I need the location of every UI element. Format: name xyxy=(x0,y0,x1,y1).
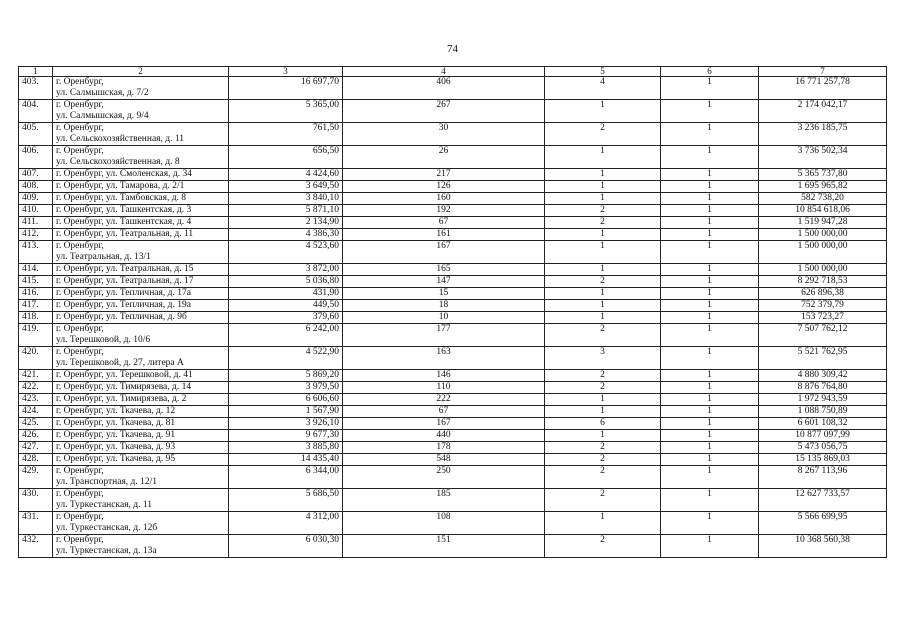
area-cell: 6 242,00 xyxy=(229,324,343,347)
count-cell: 167 xyxy=(343,241,545,264)
row-number-cell: 408. xyxy=(19,181,53,193)
row-number-cell: 406. xyxy=(19,146,53,169)
col6-cell: 1 xyxy=(661,264,759,276)
address-cell xyxy=(53,454,229,466)
area-cell: 3 926,10 xyxy=(229,418,343,430)
amount-cell: 1 088 750,89 xyxy=(759,406,887,418)
header-row xyxy=(19,67,887,77)
table-body xyxy=(19,67,887,558)
address-line: ул. Туркестанская, д. 13а xyxy=(56,546,157,556)
table-row xyxy=(19,276,887,288)
count-cell: 108 xyxy=(343,512,545,535)
header-cell: 5 xyxy=(545,67,661,77)
count-cell: 192 xyxy=(343,205,545,217)
address-line: г. Оренбург, xyxy=(56,77,104,87)
row-number-cell: 405. xyxy=(19,123,53,146)
row-number-cell: 429. xyxy=(19,466,53,489)
address-line: г. Оренбург, ул. Смоленская, д. 34 xyxy=(56,169,192,179)
address-cell xyxy=(53,169,229,181)
table-row xyxy=(19,406,887,418)
header-cell: 1 xyxy=(19,67,53,77)
area-cell: 761,50 xyxy=(229,123,343,146)
address-cell xyxy=(53,276,229,288)
count-cell: 146 xyxy=(343,370,545,382)
amount-cell: 5 473 056,75 xyxy=(759,442,887,454)
address-cell xyxy=(53,181,229,193)
col6-cell: 1 xyxy=(661,169,759,181)
area-cell: 14 435,40 xyxy=(229,454,343,466)
col6-cell: 1 xyxy=(661,146,759,169)
amount-cell: 8 267 113,96 xyxy=(759,466,887,489)
address-cell xyxy=(53,466,229,489)
address-line: г. Оренбург, xyxy=(56,489,104,499)
row-number-cell: 419. xyxy=(19,324,53,347)
col6-cell: 1 xyxy=(661,535,759,558)
area-cell: 16 697,70 xyxy=(229,77,343,100)
count-cell: 126 xyxy=(343,181,545,193)
amount-cell: 626 896,38 xyxy=(759,288,887,300)
address-cell xyxy=(53,430,229,442)
address-line: ул. Театральная, д. 13/1 xyxy=(56,252,151,262)
area-cell: 4 522,90 xyxy=(229,347,343,370)
amount-cell: 752 379,79 xyxy=(759,300,887,312)
table-row xyxy=(19,77,887,100)
address-line: г. Оренбург, ул. Тамарова, д. 2/1 xyxy=(56,181,185,191)
amount-cell: 15 135 869,03 xyxy=(759,454,887,466)
table-row xyxy=(19,324,887,347)
address-cell xyxy=(53,77,229,100)
row-number-cell: 426. xyxy=(19,430,53,442)
header-cell: 6 xyxy=(661,67,759,77)
amount-cell: 5 365 737,80 xyxy=(759,169,887,181)
area-cell: 656,50 xyxy=(229,146,343,169)
address-cell xyxy=(53,217,229,229)
address-line: ул. Туркестанская, д. 11 xyxy=(56,500,153,510)
row-number-cell: 424. xyxy=(19,406,53,418)
col5-cell: 2 xyxy=(545,489,661,512)
address-line: г. Оренбург, xyxy=(56,324,104,334)
table-row xyxy=(19,430,887,442)
address-cell xyxy=(53,489,229,512)
area-cell: 5 871,10 xyxy=(229,205,343,217)
amount-cell: 4 880 309,42 xyxy=(759,370,887,382)
row-number-cell: 423. xyxy=(19,394,53,406)
amount-cell: 5 566 699,95 xyxy=(759,512,887,535)
address-cell xyxy=(53,264,229,276)
col5-cell: 2 xyxy=(545,466,661,489)
amount-cell: 5 521 762,95 xyxy=(759,347,887,370)
address-cell xyxy=(53,205,229,217)
area-cell: 3 979,50 xyxy=(229,382,343,394)
col5-cell: 2 xyxy=(545,324,661,347)
col5-cell: 1 xyxy=(545,512,661,535)
col6-cell: 1 xyxy=(661,77,759,100)
amount-cell: 582 738,20 xyxy=(759,193,887,205)
area-cell: 4 424,60 xyxy=(229,169,343,181)
area-cell: 5 869,20 xyxy=(229,370,343,382)
col6-cell: 1 xyxy=(661,181,759,193)
col6-cell: 1 xyxy=(661,193,759,205)
area-cell: 4 312,00 xyxy=(229,512,343,535)
address-cell xyxy=(53,347,229,370)
col5-cell: 1 xyxy=(545,288,661,300)
area-cell: 6 030,30 xyxy=(229,535,343,558)
address-cell xyxy=(53,442,229,454)
address-line: г. Оренбург, ул. Театральная, д. 11 xyxy=(56,229,194,239)
table-row xyxy=(19,347,887,370)
address-cell xyxy=(53,394,229,406)
row-number-cell: 431. xyxy=(19,512,53,535)
col5-cell: 1 xyxy=(545,146,661,169)
col5-cell: 2 xyxy=(545,370,661,382)
table-row xyxy=(19,288,887,300)
address-line: ул. Сельскохозяйственная, д. 8 xyxy=(56,157,180,167)
count-cell: 167 xyxy=(343,418,545,430)
address-line: г. Оренбург, ул. Тепличная, д. 19а xyxy=(56,300,191,310)
address-line: ул. Салмышская, д. 7/2 xyxy=(56,88,149,98)
address-cell xyxy=(53,512,229,535)
count-cell: 163 xyxy=(343,347,545,370)
col5-cell: 2 xyxy=(545,535,661,558)
address-line: г. Оренбург, ул. Тимирязева, д. 2 xyxy=(56,394,187,404)
col6-cell: 1 xyxy=(661,217,759,229)
area-cell: 2 134,90 xyxy=(229,217,343,229)
amount-cell: 1 500 000,00 xyxy=(759,264,887,276)
col6-cell: 1 xyxy=(661,324,759,347)
table-row xyxy=(19,454,887,466)
count-cell: 250 xyxy=(343,466,545,489)
col6-cell: 1 xyxy=(661,382,759,394)
table-row xyxy=(19,100,887,123)
row-number-cell: 432. xyxy=(19,535,53,558)
count-cell: 267 xyxy=(343,100,545,123)
count-cell: 67 xyxy=(343,406,545,418)
address-cell xyxy=(53,193,229,205)
col5-cell: 1 xyxy=(545,394,661,406)
count-cell: 26 xyxy=(343,146,545,169)
count-cell: 440 xyxy=(343,430,545,442)
row-number-cell: 410. xyxy=(19,205,53,217)
col6-cell: 1 xyxy=(661,276,759,288)
table-row xyxy=(19,229,887,241)
address-line: г. Оренбург, xyxy=(56,241,104,251)
address-line: г. Оренбург, ул. Тепличная, д. 17а xyxy=(56,288,191,298)
col5-cell: 2 xyxy=(545,454,661,466)
count-cell: 177 xyxy=(343,324,545,347)
amount-cell: 8 292 718,53 xyxy=(759,276,887,288)
address-line: г. Оренбург, xyxy=(56,466,104,476)
address-cell xyxy=(53,312,229,324)
area-cell: 3 840,10 xyxy=(229,193,343,205)
col5-cell: 2 xyxy=(545,382,661,394)
area-cell: 9 677,30 xyxy=(229,430,343,442)
amount-cell: 153 723,27 xyxy=(759,312,887,324)
col5-cell: 2 xyxy=(545,217,661,229)
col5-cell: 2 xyxy=(545,123,661,146)
row-number-cell: 413. xyxy=(19,241,53,264)
table-row xyxy=(19,169,887,181)
address-cell xyxy=(53,418,229,430)
address-cell xyxy=(53,241,229,264)
col6-cell: 1 xyxy=(661,406,759,418)
count-cell: 185 xyxy=(343,489,545,512)
address-line: ул. Терешковой, д. 27, литера А xyxy=(56,358,184,368)
col5-cell: 2 xyxy=(545,205,661,217)
area-cell: 1 567,90 xyxy=(229,406,343,418)
amount-cell: 10 854 618,06 xyxy=(759,205,887,217)
area-cell: 431,90 xyxy=(229,288,343,300)
row-number-cell: 416. xyxy=(19,288,53,300)
count-cell: 147 xyxy=(343,276,545,288)
amount-cell: 7 507 762,12 xyxy=(759,324,887,347)
address-line: г. Оренбург, xyxy=(56,123,104,133)
row-number-cell: 404. xyxy=(19,100,53,123)
address-line: г. Оренбург, ул. Тепличная, д. 9б xyxy=(56,312,187,322)
col5-cell: 1 xyxy=(545,241,661,264)
address-line: ул. Туркестанская, д. 12б xyxy=(56,523,158,533)
area-cell: 5 365,00 xyxy=(229,100,343,123)
col6-cell: 1 xyxy=(661,100,759,123)
amount-cell: 6 601 108,32 xyxy=(759,418,887,430)
table-row xyxy=(19,442,887,454)
amount-cell: 8 876 764,80 xyxy=(759,382,887,394)
area-cell: 3 885,80 xyxy=(229,442,343,454)
count-cell: 110 xyxy=(343,382,545,394)
col5-cell: 1 xyxy=(545,100,661,123)
row-number-cell: 411. xyxy=(19,217,53,229)
header-cell: 7 xyxy=(759,67,887,77)
col6-cell: 1 xyxy=(661,241,759,264)
table-row xyxy=(19,217,887,229)
table-row xyxy=(19,264,887,276)
table-row xyxy=(19,370,887,382)
col5-cell: 1 xyxy=(545,169,661,181)
row-number-cell: 412. xyxy=(19,229,53,241)
col6-cell: 1 xyxy=(661,394,759,406)
row-number-cell: 421. xyxy=(19,370,53,382)
count-cell: 30 xyxy=(343,123,545,146)
count-cell: 67 xyxy=(343,217,545,229)
amount-cell: 1 972 943,59 xyxy=(759,394,887,406)
col6-cell: 1 xyxy=(661,312,759,324)
area-cell: 449,50 xyxy=(229,300,343,312)
address-cell xyxy=(53,146,229,169)
table-row xyxy=(19,193,887,205)
count-cell: 548 xyxy=(343,454,545,466)
address-cell xyxy=(53,370,229,382)
col6-cell: 1 xyxy=(661,205,759,217)
col5-cell: 2 xyxy=(545,442,661,454)
table-row xyxy=(19,512,887,535)
col6-cell: 1 xyxy=(661,123,759,146)
table-row xyxy=(19,241,887,264)
address-line: г. Оренбург, xyxy=(56,146,104,156)
row-number-cell: 403. xyxy=(19,77,53,100)
address-line: г. Оренбург, ул. Ташкентская, д. 3 xyxy=(56,205,192,215)
col5-cell: 4 xyxy=(545,77,661,100)
col5-cell: 6 xyxy=(545,418,661,430)
address-cell xyxy=(53,100,229,123)
count-cell: 165 xyxy=(343,264,545,276)
col6-cell: 1 xyxy=(661,512,759,535)
col6-cell: 1 xyxy=(661,454,759,466)
col5-cell: 3 xyxy=(545,347,661,370)
col6-cell: 1 xyxy=(661,288,759,300)
count-cell: 217 xyxy=(343,169,545,181)
area-cell: 5 036,80 xyxy=(229,276,343,288)
count-cell: 160 xyxy=(343,193,545,205)
address-line: г. Оренбург, xyxy=(56,347,104,357)
area-cell: 3 649,50 xyxy=(229,181,343,193)
count-cell: 178 xyxy=(343,442,545,454)
table-row xyxy=(19,382,887,394)
row-number-cell: 418. xyxy=(19,312,53,324)
count-cell: 151 xyxy=(343,535,545,558)
table-row xyxy=(19,312,887,324)
address-line: г. Оренбург, ул. Терешковой, д. 41 xyxy=(56,370,193,380)
address-cell xyxy=(53,229,229,241)
address-line: ул. Транспортная, д. 12/1 xyxy=(56,477,158,487)
amount-cell: 2 174 042,17 xyxy=(759,100,887,123)
address-cell xyxy=(53,406,229,418)
count-cell: 18 xyxy=(343,300,545,312)
address-line: г. Оренбург, ул. Ткачева, д. 95 xyxy=(56,454,176,464)
amount-cell: 10 877 097,99 xyxy=(759,430,887,442)
address-line: г. Оренбург, xyxy=(56,100,104,110)
address-cell xyxy=(53,382,229,394)
row-number-cell: 415. xyxy=(19,276,53,288)
col6-cell: 1 xyxy=(661,442,759,454)
count-cell: 406 xyxy=(343,77,545,100)
table-row xyxy=(19,489,887,512)
table-row xyxy=(19,394,887,406)
amount-cell: 1 500 000,00 xyxy=(759,229,887,241)
address-line: г. Оренбург, ул. Театральная, д. 15 xyxy=(56,264,194,274)
col6-cell: 1 xyxy=(661,489,759,512)
col5-cell: 1 xyxy=(545,229,661,241)
address-cell xyxy=(53,123,229,146)
col5-cell: 1 xyxy=(545,430,661,442)
row-number-cell: 427. xyxy=(19,442,53,454)
amount-cell: 3 236 185,75 xyxy=(759,123,887,146)
row-number-cell: 414. xyxy=(19,264,53,276)
address-line: г. Оренбург, ул. Тамбовская, д. 8 xyxy=(56,193,187,203)
row-number-cell: 417. xyxy=(19,300,53,312)
header-cell: 3 xyxy=(229,67,343,77)
table-row xyxy=(19,181,887,193)
area-cell: 6 344,00 xyxy=(229,466,343,489)
address-line: г. Оренбург, xyxy=(56,512,104,522)
row-number-cell: 428. xyxy=(19,454,53,466)
table-row xyxy=(19,300,887,312)
row-number-cell: 430. xyxy=(19,489,53,512)
area-cell: 6 606,60 xyxy=(229,394,343,406)
address-line: г. Оренбург, ул. Тимирязева, д. 14 xyxy=(56,382,192,392)
address-line: г. Оренбург, xyxy=(56,535,104,545)
col5-cell: 1 xyxy=(545,300,661,312)
area-cell: 5 686,50 xyxy=(229,489,343,512)
address-line: ул. Сельскохозяйственная, д. 11 xyxy=(56,134,185,144)
address-line: г. Оренбург, ул. Театральная, д. 17 xyxy=(56,276,194,286)
table-row xyxy=(19,418,887,430)
row-number-cell: 425. xyxy=(19,418,53,430)
col5-cell: 1 xyxy=(545,312,661,324)
address-cell xyxy=(53,288,229,300)
amount-cell: 1 519 947,28 xyxy=(759,217,887,229)
amount-cell: 10 368 560,38 xyxy=(759,535,887,558)
address-line: г. Оренбург, ул. Ташкентская, д. 4 xyxy=(56,217,192,227)
amount-cell: 1 695 965,82 xyxy=(759,181,887,193)
col5-cell: 1 xyxy=(545,406,661,418)
area-cell: 4 386,30 xyxy=(229,229,343,241)
count-cell: 15 xyxy=(343,288,545,300)
count-cell: 161 xyxy=(343,229,545,241)
col6-cell: 1 xyxy=(661,466,759,489)
row-number-cell: 407. xyxy=(19,169,53,181)
col6-cell: 1 xyxy=(661,430,759,442)
amount-cell: 3 736 502,34 xyxy=(759,146,887,169)
table-row xyxy=(19,205,887,217)
area-cell: 379,60 xyxy=(229,312,343,324)
table-row xyxy=(19,466,887,489)
col5-cell: 1 xyxy=(545,193,661,205)
count-cell: 10 xyxy=(343,312,545,324)
col5-cell: 2 xyxy=(545,276,661,288)
amount-cell: 1 500 000,00 xyxy=(759,241,887,264)
col6-cell: 1 xyxy=(661,370,759,382)
address-cell xyxy=(53,535,229,558)
row-number-cell: 409. xyxy=(19,193,53,205)
address-line: г. Оренбург, ул. Ткачева, д. 81 xyxy=(56,418,176,428)
row-number-cell: 420. xyxy=(19,347,53,370)
col5-cell: 1 xyxy=(545,264,661,276)
address-cell xyxy=(53,300,229,312)
amount-cell: 12 627 733,57 xyxy=(759,489,887,512)
area-cell: 4 523,60 xyxy=(229,241,343,264)
row-number-cell: 422. xyxy=(19,382,53,394)
col6-cell: 1 xyxy=(661,229,759,241)
table-row xyxy=(19,535,887,558)
col6-cell: 1 xyxy=(661,418,759,430)
address-line: ул. Терешковой, д. 10/6 xyxy=(56,335,151,345)
address-line: г. Оренбург, ул. Ткачева, д. 91 xyxy=(56,430,176,440)
table-row xyxy=(19,146,887,169)
col6-cell: 1 xyxy=(661,347,759,370)
col5-cell: 1 xyxy=(545,181,661,193)
col6-cell: 1 xyxy=(661,300,759,312)
address-line: г. Оренбург, ул. Ткачева, д. 12 xyxy=(56,406,176,416)
header-cell: 4 xyxy=(343,67,545,77)
area-cell: 3 872,00 xyxy=(229,264,343,276)
page-number: 74 xyxy=(447,43,458,55)
address-line: ул. Салмышская, д. 9/4 xyxy=(56,111,149,121)
count-cell: 222 xyxy=(343,394,545,406)
amount-cell: 16 771 257,78 xyxy=(759,77,887,100)
address-cell xyxy=(53,324,229,347)
address-line: г. Оренбург, ул. Ткачева, д. 93 xyxy=(56,442,176,452)
table-row xyxy=(19,123,887,146)
header-cell: 2 xyxy=(53,67,229,77)
register-table xyxy=(18,66,887,558)
